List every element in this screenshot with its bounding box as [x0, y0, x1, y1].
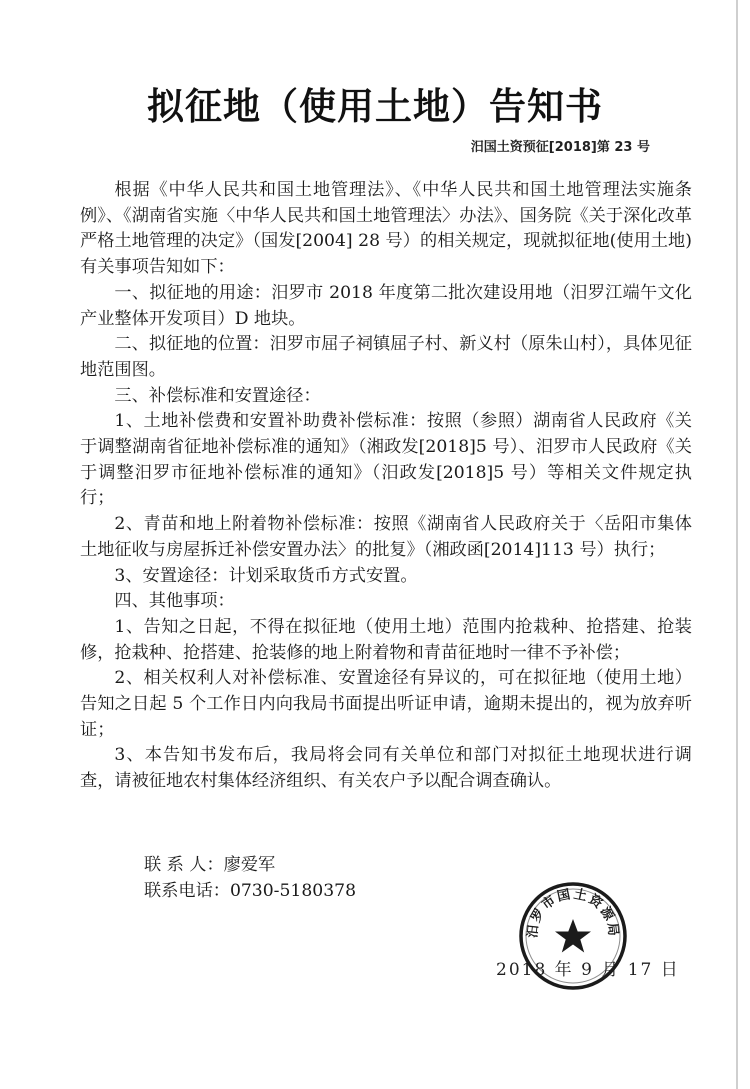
contact-phone: 联系电话：0730-5180378: [144, 881, 357, 901]
paragraph-compensation-heading: 三、补偿标准和安置途径：: [114, 385, 321, 406]
paragraph-land-compensation: 1、土地补偿费和安置补助费补偿标准：按照（参照）湖南省人民政府《关于调整湖南省征地补偿标准的通知》（湘政发[2018]5 号）、汨罗市人民政府《关于调整汨罗市征地补偿标准的通知》（汨政发[2018]5 号）等相关文件规定执行；: [80, 411, 692, 509]
paragraph-crops-compensation: 2、青苗和地上附着物补偿标准：按照《湖南省人民政府关于〈岳阳市集体土地征收与房屋拆迁补偿安置办法〉的批复》（湘政函[2014]113 号）执行；: [80, 514, 692, 560]
issue-date: 2018 年 9 月 17 日: [496, 960, 680, 980]
paragraph-resettlement: 3、安置途径：计划采取货币方式安置。: [114, 565, 418, 586]
contact-person: 联 系 人：廖爱军: [144, 855, 276, 875]
paragraph-survey: 3、本告知书发布后，我局将会同有关单位和部门对拟征土地现状进行调查，请被征地农村集体经济组织、有关农户予以配合调查确认。: [80, 745, 692, 792]
scan-edge-divider: [736, 0, 738, 1089]
paragraph-purpose: 一、拟征地的用途：汨罗市 2018 年度第二批次建设用地（汨罗江端午文化产业整体开发项目）D 地块。: [80, 282, 692, 329]
document-title: 拟征地（使用土地）告知书: [147, 85, 603, 128]
seal-text: 汨罗市国土资源局: [525, 887, 621, 939]
paragraph-no-rush-building: 1、告知之日起，不得在拟征地（使用土地）范围内抢栽种、抢搭建、抢装修，抢栽种、抢搭建、抢装修的地上附着物和青苗征地时一律不予补偿；: [80, 616, 692, 663]
seal-star-icon: [555, 919, 591, 953]
paragraph-other-heading: 四、其他事项：: [114, 591, 235, 612]
document-body: [80, 178, 692, 795]
document-number: 汨国土资预征[2018]第 23 号: [470, 140, 650, 155]
paragraph-intro: 根据《中华人民共和国土地管理法》、《中华人民共和国土地管理法实施条例》、《湖南省实施〈中华人民共和国土地管理法〉办法》、国务院《关于深化改革严格土地管理的决定》（国发[2004] 28 号）的相关规定，现就拟征地(使用土地)有关事项告知如下：: [80, 180, 692, 278]
paragraph-hearing-right: 2、相关权利人对补偿标准、安置途径有异议的，可在拟征地（使用土地）告知之日起 5 个工作日内向我局书面提出听证申请，逾期未提出的，视为放弃听证；: [80, 668, 692, 740]
official-seal: [518, 881, 628, 991]
paragraph-location: 二、拟征地的位置：汨罗市屈子祠镇屈子村、新义村（原朱山村），具体见征地范围图。: [80, 334, 692, 380]
